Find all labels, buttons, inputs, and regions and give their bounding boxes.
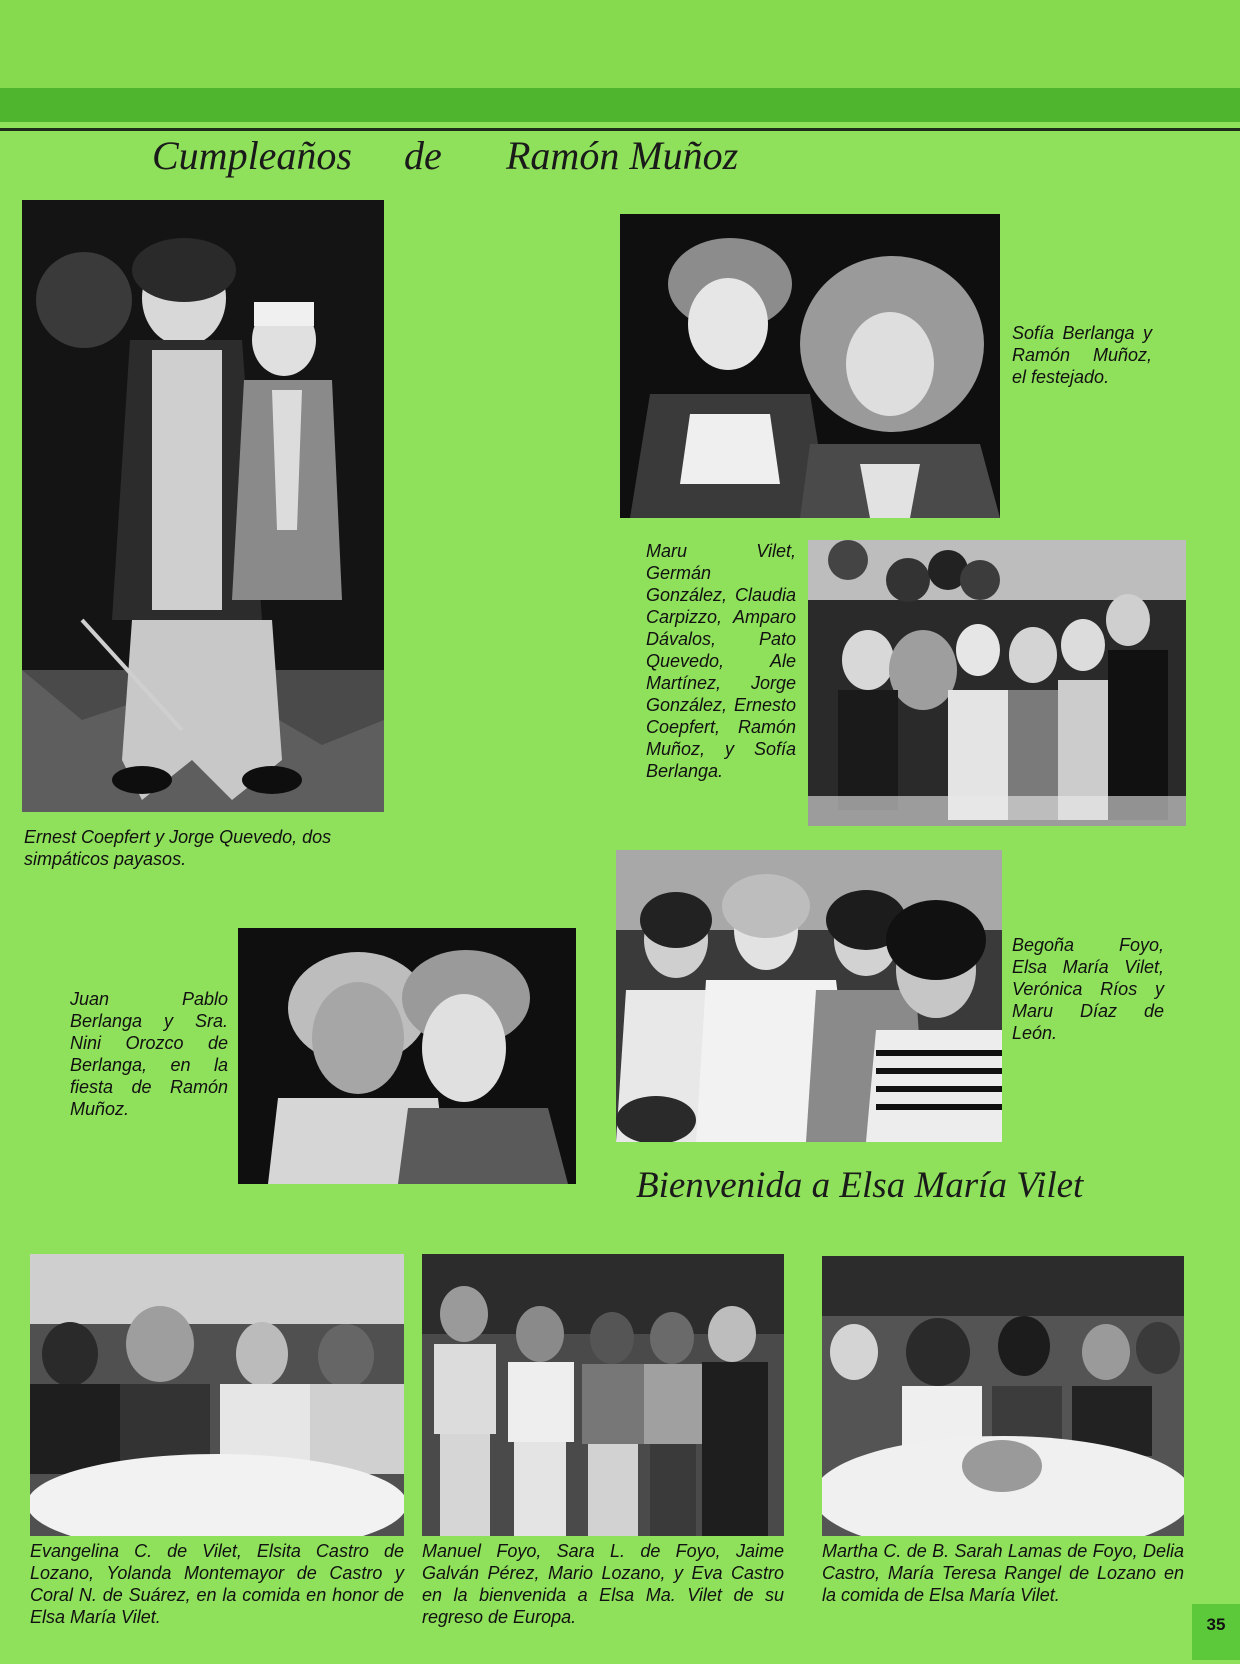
photo-clowns-pair [22, 200, 384, 812]
page-number: 35 [1192, 1604, 1240, 1660]
photo-martha [822, 1256, 1184, 1536]
heading-welcome: Bienvenida a Elsa María Vilet [636, 1165, 1084, 1206]
caption-sofia-ramon: Sofía Berlanga y Ramón Muñoz, el festejado. [1012, 323, 1152, 387]
caption-evangelina: Evangelina C. de Vilet, Elsita Castro de Lozano, Yolanda Montemayor de Castro y Coral N. de Suárez, en la comida en honor de Elsa María Vilet. [30, 1541, 404, 1627]
caption-juan-pablo: Juan Pablo Berlanga y Sra. Nini Orozco de Berlanga, en la fiesta de Ramón Muñoz. [70, 989, 228, 1119]
caption-clowns-pair: Ernest Coepfert y Jorge Quevedo, dos simpáticos payasos. [24, 827, 332, 869]
heading-birthday-word3: Ramón Muñoz [506, 133, 739, 178]
photo-group-clowns [808, 540, 1186, 826]
caption-martha: Martha C. de B. Sarah Lamas de Foyo, Delia Castro, María Teresa Rangel de Lozano en la comida de Elsa María Vilet. [822, 1541, 1184, 1605]
photo-evangelina [30, 1254, 404, 1536]
heading-birthday-word1: Cumpleaños [152, 133, 352, 178]
header-rule-thin [0, 128, 1240, 131]
photo-manuel [422, 1254, 784, 1536]
caption-group-clowns: Maru Vilet, Germán González, Claudia Carpizzo, Amparo Dávalos, Pato Quevedo, Ale Martínez, Jorge González, Ernesto Coepfert, Ramón Muñoz, y Sofía Berlanga. [646, 541, 796, 781]
top-band [0, 0, 1240, 88]
heading-birthday-word2: de [404, 133, 442, 178]
header-rule-thick [0, 88, 1240, 122]
photo-sofia-ramon [620, 214, 1000, 518]
photo-juan-pablo [238, 928, 576, 1184]
caption-manuel: Manuel Foyo, Sara L. de Foyo, Jaime Galván Pérez, Mario Lozano, y Eva Castro en la bienvenida a Elsa Ma. Vilet de su regreso de Europa. [422, 1541, 784, 1627]
caption-begona: Begoña Foyo, Elsa María Vilet, Verónica Ríos y Maru Díaz de León. [1012, 935, 1164, 1043]
photo-four-women [616, 850, 1002, 1142]
